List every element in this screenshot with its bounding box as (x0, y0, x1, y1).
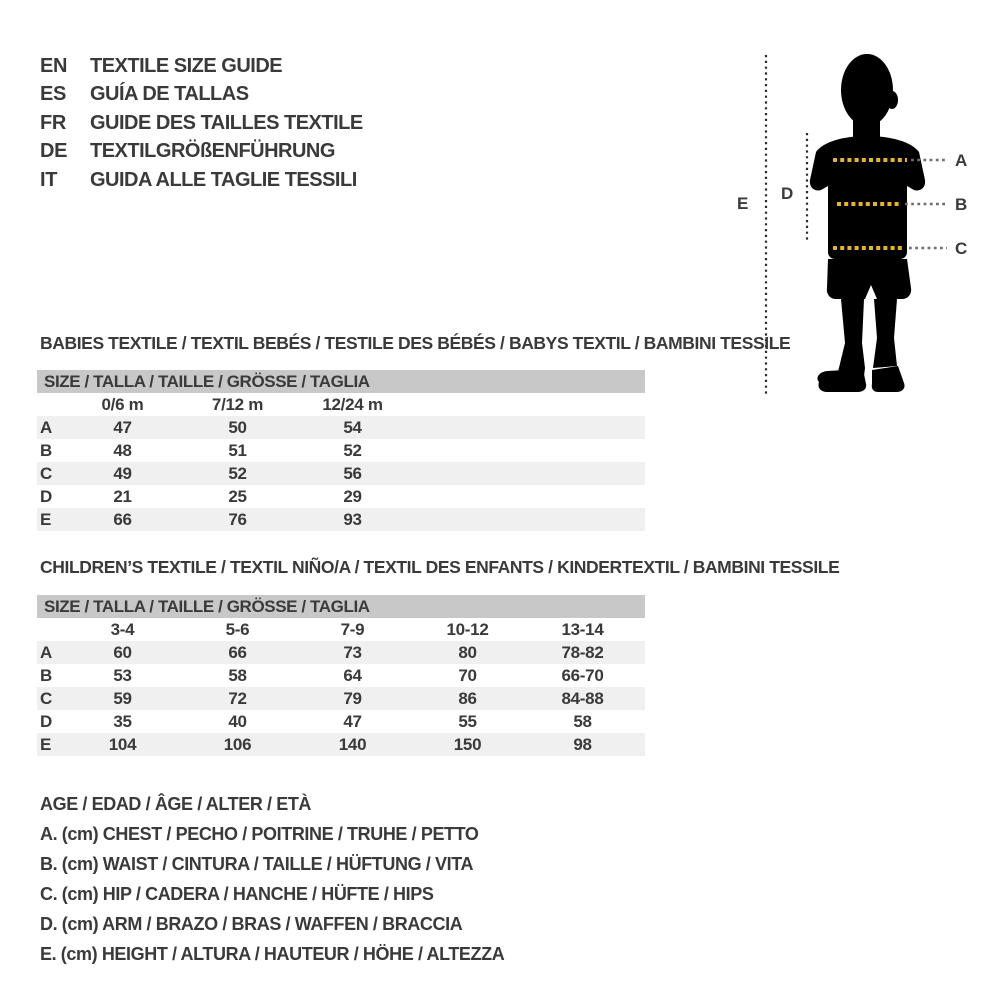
table-cell: 104 (108, 734, 137, 754)
language-row (40, 81, 363, 110)
column-header: 13-14 (561, 619, 604, 639)
column-header-row (37, 618, 645, 641)
table-cell: 66-70 (561, 665, 604, 685)
table-cell: 48 (113, 440, 132, 460)
column-header: 0/6 m (101, 394, 144, 414)
table-cell: 47 (113, 417, 132, 437)
legend-line: B. (cm) WAIST / CINTURA / TAILLE / HÜFTUNG / VITA (40, 853, 474, 874)
table-cell: 93 (343, 509, 362, 529)
marker-waist: B (955, 195, 968, 214)
table-cell: 72 (228, 688, 247, 708)
table-row (37, 462, 645, 485)
language-title: TEXTILE SIZE GUIDE (90, 54, 283, 77)
table-cell: 40 (228, 711, 247, 731)
size-header-bar: SIZE / TALLA / TAILLE / GRÖSSE / TAGLIA (37, 595, 645, 618)
language-title: GUÍA DE TALLAS (90, 83, 249, 106)
column-header: 3-4 (110, 619, 135, 639)
row-label: B (40, 440, 52, 460)
table-cell: 47 (343, 711, 362, 731)
table-row (37, 439, 645, 462)
table-row (37, 641, 645, 664)
legend-line: E. (cm) HEIGHT / ALTURA / HAUTEUR / HÖHE / ALTEZZA (40, 943, 505, 964)
column-header: 7-9 (340, 619, 365, 639)
legend-line: A. (cm) CHEST / PECHO / POITRINE / TRUHE / PETTO (40, 823, 479, 844)
table-cell: 66 (228, 642, 247, 662)
table-cell: 66 (113, 509, 132, 529)
table-row (37, 508, 645, 531)
table-cell: 70 (458, 665, 477, 685)
table-cell: 76 (228, 509, 247, 529)
table-cell: 29 (343, 486, 362, 506)
table-cell: 106 (223, 734, 252, 754)
table-row (37, 416, 645, 439)
column-header: 12/24 m (322, 394, 383, 414)
table-cell: 60 (113, 642, 132, 662)
table-row (37, 687, 645, 710)
children-size-table (37, 595, 645, 756)
row-label: E (40, 509, 52, 529)
table-cell: 56 (343, 463, 362, 483)
marker-hip: C (955, 239, 968, 258)
row-label: D (40, 711, 52, 731)
row-label: C (40, 688, 52, 708)
column-header-row (37, 393, 645, 416)
language-row (40, 138, 363, 167)
size-header-bar: SIZE / TALLA / TAILLE / GRÖSSE / TAGLIA (37, 370, 645, 393)
table-cell: 58 (573, 711, 592, 731)
table-cell: 79 (343, 688, 362, 708)
row-label: B (40, 665, 52, 685)
table-cell: 25 (228, 486, 247, 506)
row-label: C (40, 463, 52, 483)
language-row (40, 109, 363, 138)
row-label: A (40, 642, 52, 662)
language-title: GUIDE DES TAILLES TEXTILE (90, 111, 363, 134)
table-cell: 52 (343, 440, 362, 460)
table-cell: 64 (343, 665, 362, 685)
column-header: 10-12 (446, 619, 489, 639)
table-row (37, 485, 645, 508)
babies-size-table (37, 370, 645, 531)
legend-line: D. (cm) ARM / BRAZO / BRAS / WAFFEN / BRACCIA (40, 913, 463, 934)
table-cell: 84-88 (561, 688, 604, 708)
table-cell: 52 (228, 463, 247, 483)
table-cell: 78-82 (561, 642, 604, 662)
marker-height: E (737, 194, 749, 213)
language-code: EN (40, 54, 68, 77)
table-row (37, 664, 645, 687)
children-section-title: CHILDREN’S TEXTILE / TEXTIL NIÑO/A / TEXTIL DES ENFANTS / KINDERTEXTIL / BAMBINI TESSILE (40, 557, 840, 577)
language-title: GUIDA ALLE TAGLIE TESSILI (90, 168, 357, 191)
column-header: 5-6 (225, 619, 250, 639)
measurement-legend (40, 789, 504, 969)
language-code: IT (40, 168, 58, 191)
table-cell: 55 (458, 711, 477, 731)
table-cell: 98 (573, 734, 592, 754)
row-label: E (40, 734, 52, 754)
table-row (37, 710, 645, 733)
table-cell: 86 (458, 688, 477, 708)
table-cell: 59 (113, 688, 132, 708)
language-list (40, 52, 363, 195)
table-cell: 73 (343, 642, 362, 662)
language-row (40, 52, 363, 81)
table-cell: 21 (113, 486, 132, 506)
row-label: D (40, 486, 52, 506)
table-cell: 58 (228, 665, 247, 685)
table-cell: 49 (113, 463, 132, 483)
marker-arm: D (781, 184, 794, 203)
table-cell: 54 (343, 417, 362, 437)
table-cell: 53 (113, 665, 132, 685)
language-code: ES (40, 83, 67, 106)
table-cell: 50 (228, 417, 247, 437)
language-code: DE (40, 140, 68, 163)
language-row (40, 166, 363, 195)
language-title: TEXTILGRÖßENFÜHRUNG (90, 140, 335, 163)
babies-section-title: BABIES TEXTILE / TEXTIL BEBÉS / TESTILE DES BÉBÉS / BABYS TEXTIL / BAMBINI TESSILE (40, 333, 791, 353)
table-cell: 51 (228, 440, 247, 460)
table-cell: 150 (453, 734, 482, 754)
table-cell: 140 (338, 734, 367, 754)
table-cell: 35 (113, 711, 132, 731)
row-label: A (40, 417, 52, 437)
marker-chest: A (955, 151, 968, 170)
table-cell: 80 (458, 642, 477, 662)
table-row (37, 733, 645, 756)
legend-line: AGE / EDAD / ÂGE / ALTER / ETÀ (40, 793, 312, 814)
column-header: 7/12 m (211, 394, 264, 414)
legend-line: C. (cm) HIP / CADERA / HANCHE / HÜFTE / HIPS (40, 883, 434, 904)
child-silhouette (810, 54, 925, 392)
language-code: FR (40, 111, 67, 134)
